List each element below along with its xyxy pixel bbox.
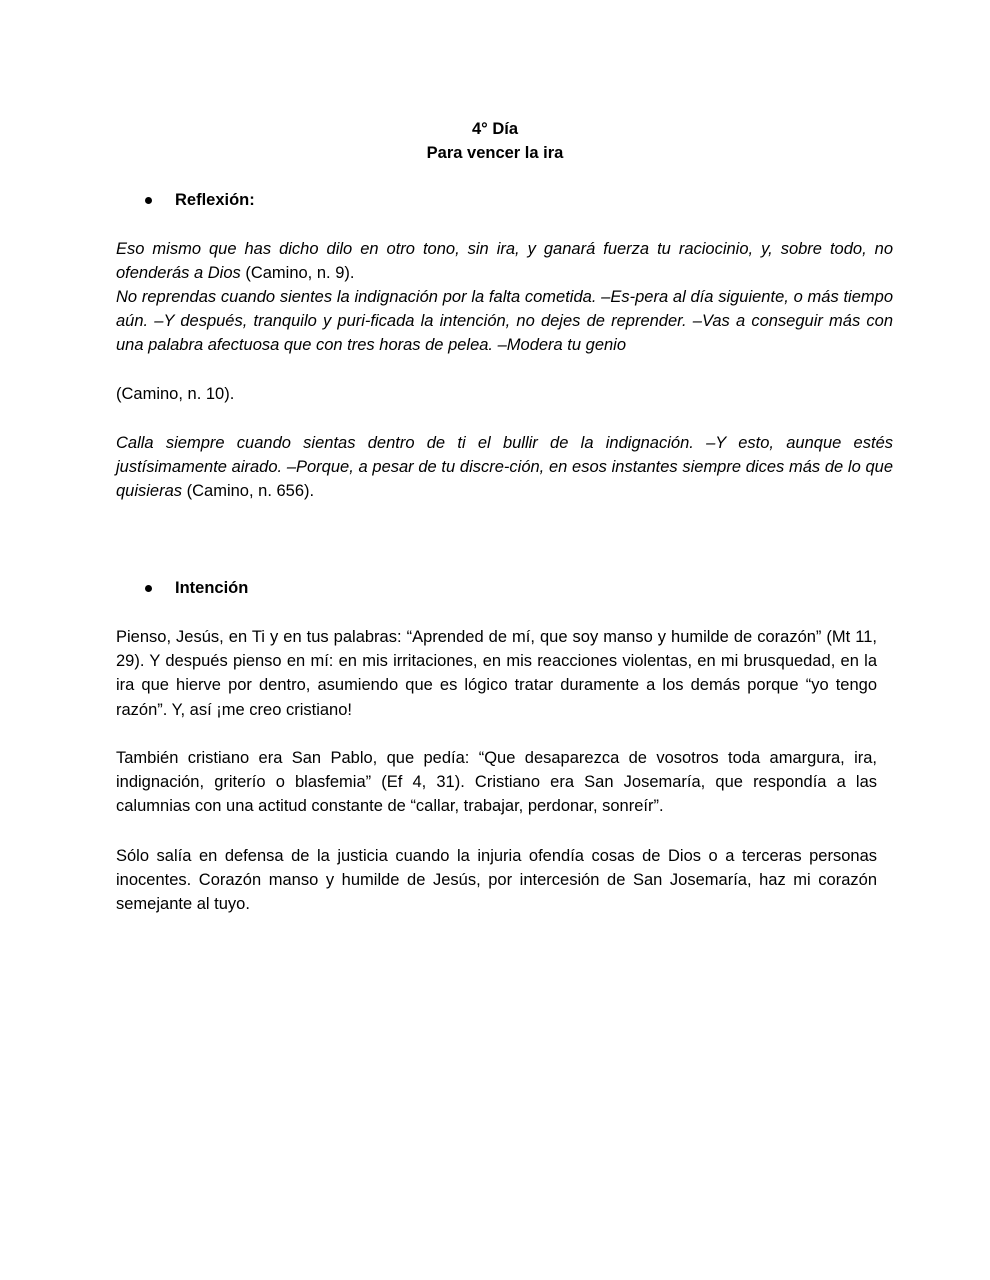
bullet-icon — [145, 585, 152, 592]
quote-3-text: Calla siempre cuando sientas dentro de ti el bullir de la indignación. –Y esto, aunque estés justísimamente airado. –Porque, a pesar de tu discre-ción, en esos instantes siempre dices más de lo que quisieras — [116, 434, 893, 501]
reflexion-quote-2-reference — [116, 382, 893, 406]
intencion-paragraph-3: Sólo salía en defensa de la justicia cuando la injuria ofendía cosas de Dios o a terceras personas inocentes. Corazón manso y humilde de Jesús, por intercesión de San Josemaría, haz mi corazón semejante al tuyo. — [116, 847, 877, 914]
quote-2-reference: (Camino, n. 10). — [116, 385, 235, 403]
reflexion-quote-3 — [116, 431, 893, 504]
reflexion-quote-1 — [116, 237, 893, 285]
page-title: Para vencer la ira — [426, 144, 564, 162]
quote-3-reference: (Camino, n. 656). — [182, 482, 315, 501]
intencion-paragraph-2: También cristiano era San Pablo, que pedía: “Que desaparezca de vosotros toda amargura, ira, indignación, griterío o blasfemia” (Ef 4, 31). Cristiano era San Josemaría, que respondía a las calumnias con una actitud constante de “callar, trabajar, perdonar, sonreír”. — [116, 749, 877, 816]
day-label: 4° Día — [471, 120, 519, 138]
intencion-heading — [145, 576, 248, 600]
intencion-paragraph-1: Pienso, Jesús, en Ti y en tus palabras: “Aprended de mí, que soy manso y humilde de corazón” (Mt 11, 29). Y después pienso en mí: en mis irritaciones, en mis reacciones violentas, en mi brusquedad, en la ira que hierve por dentro, asumiendo que es lógico tratar duramente a los demás porque “yo tengo razón”. Y, así ¡me creo cristiano! — [116, 628, 877, 719]
reflexion-quote-2 — [116, 285, 893, 358]
quote-1-reference: (Camino, n. 9). — [240, 264, 355, 283]
quote-1-text: Eso mismo que has dicho dilo en otro tono, sin ira, y ganará fuerza tu raciocinio, y, sobre todo, no ofenderás a Dios — [116, 240, 893, 283]
quote-2-text: No reprendas cuando sientes la indignación por la falta cometida. –Es-pera al día siguiente, o más tiempo aún. –Y después, tranquilo y puri-ficada la intención, no dejes de reprender. –Vas a conseguir más con una palabra afectuosa que con tres horas de pelea. –Modera tu genio — [116, 288, 893, 355]
title-block — [0, 117, 990, 165]
bullet-icon — [145, 197, 152, 204]
intencion-heading-label: Intención — [175, 579, 249, 597]
reflexion-heading — [145, 188, 255, 212]
reflexion-heading-label: Reflexión: — [175, 191, 255, 209]
